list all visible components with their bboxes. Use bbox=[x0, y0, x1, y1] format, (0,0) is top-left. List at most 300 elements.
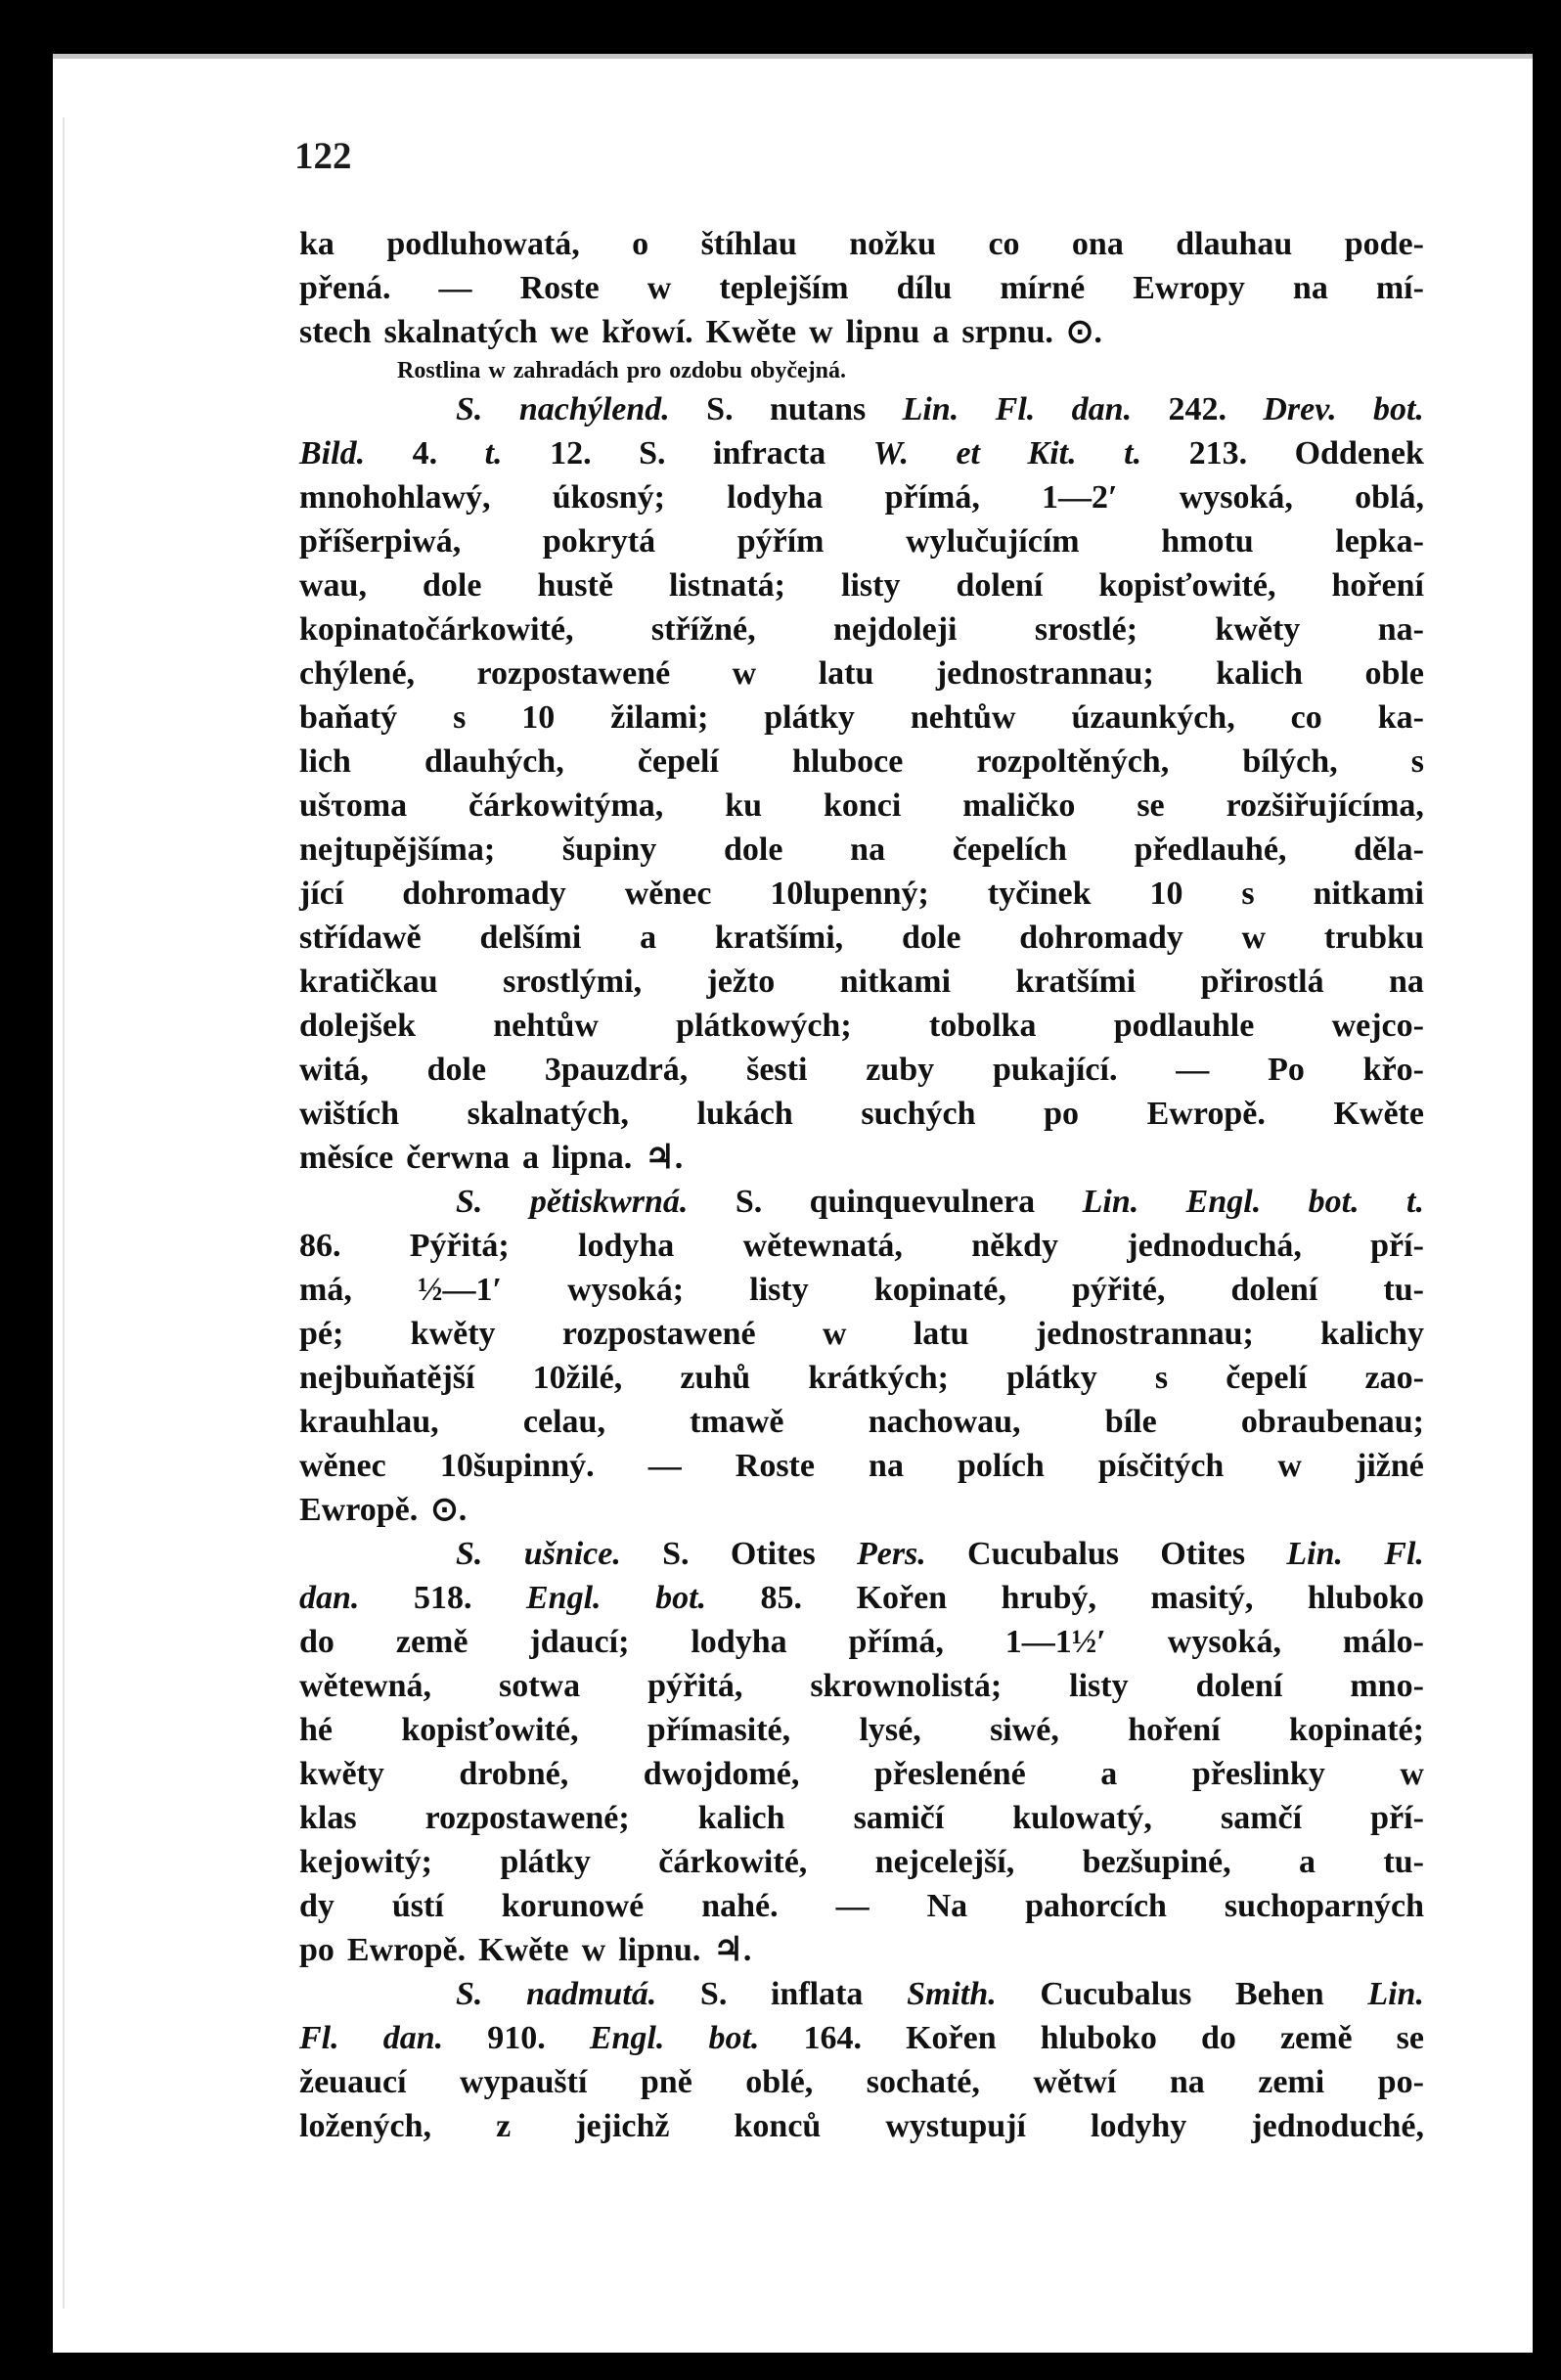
word: zao- bbox=[1364, 1360, 1424, 1396]
word: dole bbox=[423, 567, 482, 604]
word: rozpostawené; bbox=[424, 1800, 630, 1836]
word: má, bbox=[299, 1272, 352, 1308]
word: wylučujícím bbox=[906, 523, 1080, 560]
word: w bbox=[1400, 1756, 1424, 1792]
text-line bbox=[299, 1312, 1424, 1356]
word: Fl. bbox=[995, 391, 1036, 427]
word: ku bbox=[725, 787, 763, 824]
word: nehtůw bbox=[910, 699, 1016, 736]
word: ježto bbox=[706, 964, 776, 1000]
word: přená. bbox=[299, 270, 391, 306]
word: a bbox=[1299, 1844, 1316, 1880]
word: hustě bbox=[537, 567, 613, 604]
word: tobolka bbox=[928, 1008, 1037, 1044]
word: pětiskwrná. bbox=[529, 1184, 689, 1220]
word: nachýlend. bbox=[518, 391, 670, 427]
word: Ewropě. bbox=[346, 1932, 467, 1968]
word: listy bbox=[749, 1272, 809, 1308]
word: pahorcích bbox=[1025, 1888, 1167, 1924]
word: měsíce bbox=[299, 1140, 394, 1176]
text-line bbox=[299, 222, 1424, 266]
word: ona bbox=[1071, 226, 1124, 262]
word: maličko bbox=[962, 787, 1076, 824]
word: chýlené, bbox=[299, 655, 416, 692]
word: wěnec bbox=[624, 876, 712, 912]
text-line bbox=[299, 1796, 1424, 1840]
word: Ewropě. bbox=[1146, 1096, 1266, 1132]
text-line bbox=[299, 1664, 1424, 1708]
word: jednoduché, bbox=[1251, 2108, 1424, 2144]
word: konců bbox=[734, 2108, 822, 2144]
word: bot. bbox=[1372, 391, 1424, 427]
word: 213. bbox=[1188, 435, 1248, 472]
word: jejichž bbox=[575, 2108, 670, 2144]
word: wětewnatá, bbox=[742, 1228, 903, 1264]
word: S. bbox=[639, 435, 666, 472]
word: polích bbox=[958, 1448, 1045, 1484]
word: kwěty bbox=[299, 1756, 384, 1792]
word: S. bbox=[456, 1536, 483, 1572]
word: lodyha bbox=[578, 1228, 675, 1264]
word: t. bbox=[1406, 1184, 1424, 1220]
word: hluboko bbox=[1307, 1580, 1424, 1616]
text-line bbox=[299, 1620, 1424, 1664]
text-line bbox=[299, 1928, 1424, 1972]
text-line bbox=[299, 916, 1424, 960]
word: kulowatý, bbox=[1012, 1800, 1152, 1836]
word: rozpoltěných, bbox=[976, 743, 1170, 780]
word: 10žilé, bbox=[532, 1360, 623, 1396]
word: a bbox=[932, 314, 950, 350]
word: 10 bbox=[521, 699, 556, 736]
word: s bbox=[1410, 743, 1424, 780]
word: přímasité, bbox=[647, 1712, 791, 1748]
word: přímá, bbox=[848, 1624, 944, 1660]
word: Engl. bbox=[589, 2020, 665, 2056]
word: mírné bbox=[1000, 270, 1086, 306]
word: Ewropy bbox=[1133, 270, 1245, 306]
word: kalich bbox=[1216, 655, 1304, 692]
word: Engl. bbox=[525, 1580, 602, 1616]
word: S. bbox=[706, 391, 734, 427]
word: pýřité, bbox=[1072, 1272, 1166, 1308]
word: tmawě bbox=[690, 1404, 784, 1440]
word: skalnatých bbox=[383, 314, 538, 350]
word: dolení bbox=[956, 567, 1044, 604]
word: dan. bbox=[1071, 391, 1133, 427]
word: inflata bbox=[770, 1976, 864, 2012]
word: latu bbox=[818, 655, 874, 692]
word: přirostlá bbox=[1200, 964, 1324, 1000]
word: srpnu. bbox=[961, 314, 1053, 350]
word: kalichy bbox=[1320, 1316, 1424, 1352]
word: ka- bbox=[1377, 699, 1424, 736]
word: podlauhle bbox=[1113, 1008, 1255, 1044]
text-line bbox=[299, 431, 1424, 475]
word: na bbox=[1389, 964, 1424, 1000]
word: 242. bbox=[1168, 391, 1226, 427]
text-line bbox=[299, 1708, 1424, 1752]
word: lipna. bbox=[552, 1140, 633, 1176]
word: málo- bbox=[1342, 1624, 1424, 1660]
word: Lin. bbox=[1367, 1976, 1424, 2012]
word: Kwěte bbox=[478, 1932, 569, 1968]
word: ušnice. bbox=[523, 1536, 621, 1572]
word: hoření bbox=[1331, 567, 1424, 604]
word: Otites bbox=[730, 1536, 816, 1572]
word: siwé, bbox=[990, 1712, 1059, 1748]
word: bot. bbox=[655, 1580, 707, 1616]
word: listy bbox=[841, 567, 901, 604]
word: kopisťowité, bbox=[1098, 567, 1276, 604]
word: obraubenau; bbox=[1240, 1404, 1424, 1440]
word: bílých, bbox=[1242, 743, 1338, 780]
word: Lin. bbox=[1286, 1536, 1344, 1572]
word: s bbox=[1241, 876, 1255, 912]
word: 910. bbox=[487, 2020, 546, 2056]
text-line bbox=[299, 1488, 1424, 1532]
word: dole bbox=[426, 1052, 487, 1088]
word: ozdobu bbox=[669, 358, 742, 383]
text-line bbox=[299, 266, 1424, 310]
word: pé; bbox=[299, 1316, 344, 1352]
word: pokrytá bbox=[542, 523, 656, 560]
word: nejdoleji bbox=[832, 611, 958, 648]
text-line bbox=[299, 1576, 1424, 1620]
word: et bbox=[956, 435, 981, 472]
word: křo- bbox=[1362, 1052, 1424, 1088]
word: lodyha bbox=[691, 1624, 787, 1660]
word: Smith. bbox=[907, 1976, 997, 2012]
word: dolejšek bbox=[299, 1008, 416, 1044]
word: lysé, bbox=[859, 1712, 921, 1748]
word: wysoká; bbox=[567, 1272, 685, 1308]
word: lodyhy bbox=[1091, 2108, 1187, 2144]
word: lepka- bbox=[1335, 523, 1424, 560]
word: Rostlina bbox=[397, 358, 481, 383]
word: na bbox=[869, 1448, 904, 1484]
word: latu bbox=[913, 1316, 969, 1352]
word: ♃. bbox=[645, 1140, 684, 1176]
word: nehtůw bbox=[493, 1008, 599, 1044]
text-line bbox=[299, 1400, 1424, 1444]
word: s bbox=[453, 699, 467, 736]
word: dohromady bbox=[402, 876, 566, 912]
word: nitkami bbox=[839, 964, 952, 1000]
word: pří- bbox=[1370, 1228, 1424, 1264]
word: plátkowých; bbox=[676, 1008, 852, 1044]
word: bíle bbox=[1104, 1404, 1157, 1440]
word: — bbox=[835, 1888, 870, 1924]
word: Lin. bbox=[1082, 1184, 1139, 1220]
word: hmotu bbox=[1161, 523, 1254, 560]
word: tyčinek bbox=[987, 876, 1092, 912]
word: se bbox=[1137, 787, 1165, 824]
word: 12. bbox=[550, 435, 592, 472]
word: Kořen bbox=[856, 1580, 948, 1616]
word: t. bbox=[1124, 435, 1142, 472]
text-line bbox=[299, 651, 1424, 696]
word: hoření bbox=[1128, 1712, 1221, 1748]
word: kratšími bbox=[1015, 964, 1137, 1000]
text-line bbox=[299, 519, 1424, 563]
word: bot. bbox=[1308, 1184, 1360, 1220]
word: zemi bbox=[1258, 2064, 1325, 2100]
word: čerwna bbox=[406, 1140, 511, 1176]
word: nachowau, bbox=[868, 1404, 1021, 1440]
word: w bbox=[822, 1316, 847, 1352]
word: střídawě bbox=[299, 920, 422, 956]
word: sotwa bbox=[499, 1668, 581, 1704]
word: písčitých bbox=[1097, 1448, 1225, 1484]
word: W. bbox=[872, 435, 909, 472]
word: wypauští bbox=[460, 2064, 588, 2100]
word: obyčejná. bbox=[749, 358, 846, 383]
word: kejowitý; bbox=[299, 1844, 432, 1880]
word: wištích bbox=[299, 1096, 399, 1132]
word: bot. bbox=[708, 2020, 760, 2056]
word: 4. bbox=[412, 435, 438, 472]
word: w bbox=[732, 655, 757, 692]
word: korunowé bbox=[501, 1888, 645, 1924]
word: S. bbox=[456, 1184, 483, 1220]
text-line bbox=[299, 607, 1424, 651]
word: zuby bbox=[866, 1052, 935, 1088]
word: samčí bbox=[1220, 1800, 1303, 1836]
word: úkosný; bbox=[552, 479, 665, 516]
word: teplejším bbox=[719, 270, 849, 306]
word: co bbox=[988, 226, 1020, 262]
text-line bbox=[299, 1840, 1424, 1884]
word: pode- bbox=[1344, 226, 1424, 262]
word: ka bbox=[299, 226, 334, 262]
word: S. bbox=[456, 391, 483, 427]
word: plátky bbox=[764, 699, 855, 736]
word: krauhlau, bbox=[299, 1404, 439, 1440]
word: o bbox=[632, 226, 649, 262]
word: dílu bbox=[896, 270, 953, 306]
word: Behen bbox=[1235, 1976, 1324, 2012]
word: pně bbox=[640, 2064, 692, 2100]
word: 86. bbox=[299, 1228, 341, 1264]
word: nitkami bbox=[1313, 876, 1424, 912]
word: čárkowitýma, bbox=[468, 787, 664, 824]
word: srostlými, bbox=[503, 964, 643, 1000]
word: wejco- bbox=[1331, 1008, 1424, 1044]
word: jednoduchá, bbox=[1127, 1228, 1302, 1264]
word: jdaucí; bbox=[529, 1624, 630, 1660]
word: 85. bbox=[760, 1580, 803, 1616]
text-line bbox=[299, 784, 1424, 828]
text-line bbox=[299, 1356, 1424, 1400]
word: do bbox=[1200, 2020, 1236, 2056]
word: we bbox=[550, 314, 590, 350]
word: kratičkau bbox=[299, 964, 438, 1000]
text-line bbox=[299, 1004, 1424, 1048]
word: jednostrannau; bbox=[935, 655, 1154, 692]
word: t. bbox=[484, 435, 503, 472]
word: střížné, bbox=[650, 611, 756, 648]
word: Lin. bbox=[902, 391, 959, 427]
page-fold-line bbox=[63, 117, 65, 2309]
word: witá, bbox=[299, 1052, 369, 1088]
word: Otites bbox=[1160, 1536, 1246, 1572]
word: a bbox=[522, 1140, 540, 1176]
word: kwěty bbox=[410, 1316, 496, 1352]
word: Roste bbox=[519, 270, 600, 306]
word: kopisťowité, bbox=[401, 1712, 579, 1748]
word: se bbox=[1396, 2020, 1424, 2056]
word: w bbox=[1241, 920, 1267, 956]
body-text bbox=[299, 222, 1424, 2148]
word: klas bbox=[299, 1800, 357, 1836]
word: křowí. bbox=[602, 314, 693, 350]
word: baňatý bbox=[299, 699, 398, 736]
word: suchoparných bbox=[1224, 1888, 1424, 1924]
word: země bbox=[1279, 2020, 1353, 2056]
word: w bbox=[581, 1932, 606, 1968]
word: wau, bbox=[299, 567, 367, 604]
word: Engl. bbox=[1185, 1184, 1262, 1220]
text-line bbox=[299, 1532, 1424, 1576]
word: po bbox=[299, 1932, 334, 1968]
text-line bbox=[299, 2060, 1424, 2104]
word: pro bbox=[626, 358, 662, 383]
text-line bbox=[299, 1444, 1424, 1488]
word: S. bbox=[662, 1536, 690, 1572]
text-line bbox=[299, 1972, 1424, 2016]
word: w bbox=[1277, 1448, 1302, 1484]
word: přeslinky bbox=[1191, 1756, 1325, 1792]
word: mí- bbox=[1375, 270, 1424, 306]
word: dy bbox=[299, 1888, 334, 1924]
word: nejcelejší, bbox=[874, 1844, 1015, 1880]
word: Cucubalus bbox=[967, 1536, 1120, 1572]
word: na- bbox=[1377, 611, 1424, 648]
word: bezšupiné, bbox=[1082, 1844, 1231, 1880]
word: Pýřitá; bbox=[409, 1228, 510, 1264]
word: lukách bbox=[696, 1096, 793, 1132]
word: nadmutá. bbox=[526, 1976, 657, 2012]
word: S. bbox=[456, 1976, 483, 2012]
word: Na bbox=[926, 1888, 968, 1924]
word: ⊙. bbox=[1065, 314, 1102, 350]
text-line bbox=[299, 872, 1424, 916]
text-line bbox=[299, 1092, 1424, 1136]
word: ústí bbox=[391, 1888, 444, 1924]
word: 518. bbox=[413, 1580, 472, 1616]
word: zahradách bbox=[513, 358, 619, 383]
text-line bbox=[299, 1180, 1424, 1224]
word: konci bbox=[823, 787, 902, 824]
text-line bbox=[299, 1224, 1424, 1268]
word: Cucubalus bbox=[1040, 1976, 1192, 2012]
word: Oddenek bbox=[1294, 435, 1424, 472]
word: země bbox=[395, 1624, 468, 1660]
word: plátky bbox=[1006, 1360, 1097, 1396]
word: lipnu bbox=[845, 314, 920, 350]
word: dole bbox=[724, 831, 783, 868]
word: kalich bbox=[697, 1800, 785, 1836]
word: Roste bbox=[735, 1448, 815, 1484]
word: hluboko bbox=[1040, 2020, 1157, 2056]
word: Fl. bbox=[299, 2020, 339, 2056]
word: na bbox=[850, 831, 886, 868]
page-number: 122 bbox=[294, 135, 352, 177]
word: kratšími, bbox=[714, 920, 844, 956]
word: mno- bbox=[1350, 1668, 1424, 1704]
word: čárkowité, bbox=[658, 1844, 808, 1880]
word: delšími bbox=[479, 920, 582, 956]
word: ložených, bbox=[299, 2108, 432, 2144]
word: Bild. bbox=[299, 435, 366, 472]
word: pukající. bbox=[992, 1052, 1118, 1088]
word: dan. bbox=[382, 2020, 444, 2056]
word: 1—2′ bbox=[1042, 479, 1118, 516]
text-line bbox=[299, 1048, 1424, 1092]
word: po- bbox=[1377, 2064, 1424, 2100]
word: rozpostawené bbox=[476, 655, 671, 692]
text-line bbox=[299, 960, 1424, 1004]
word: čepelí bbox=[637, 743, 719, 780]
word: do bbox=[299, 1624, 334, 1660]
word: a bbox=[640, 920, 657, 956]
word: oblá, bbox=[1355, 479, 1424, 516]
word: wětwí bbox=[1033, 2064, 1117, 2100]
word: šesti bbox=[746, 1052, 808, 1088]
word: lipnu. bbox=[618, 1932, 701, 1968]
text-line bbox=[299, 1752, 1424, 1796]
word: listy bbox=[1069, 1668, 1129, 1704]
word: nejtupějšíma; bbox=[299, 831, 496, 868]
word: drobné, bbox=[459, 1756, 569, 1792]
word: nahé. bbox=[701, 1888, 779, 1924]
word: wystupují bbox=[885, 2108, 1026, 2144]
word: dlauhých, bbox=[424, 743, 564, 780]
word: 10lupenný; bbox=[770, 876, 929, 912]
word: kopinaté, bbox=[873, 1272, 1006, 1308]
word: s bbox=[1154, 1360, 1169, 1396]
word: — bbox=[647, 1448, 682, 1484]
word: skalnatých, bbox=[467, 1096, 629, 1132]
word: úzaunkých, bbox=[1071, 699, 1235, 736]
text-line bbox=[299, 387, 1424, 431]
text-line bbox=[299, 1884, 1424, 1928]
text-line bbox=[299, 475, 1424, 519]
word: S. bbox=[735, 1184, 763, 1220]
word: Pers. bbox=[856, 1536, 926, 1572]
word: ½—1′ bbox=[417, 1272, 502, 1308]
word: jící bbox=[299, 876, 344, 912]
word: celau, bbox=[522, 1404, 605, 1440]
word: zuhů bbox=[680, 1360, 751, 1396]
word: co bbox=[1290, 699, 1322, 736]
word: dohromady bbox=[1019, 920, 1183, 956]
word: dwojdomé, bbox=[643, 1756, 800, 1792]
word: wysoká, bbox=[1179, 479, 1293, 516]
word: plátky bbox=[500, 1844, 591, 1880]
word: 3pauzdrá, bbox=[544, 1052, 689, 1088]
word: dolení bbox=[1195, 1668, 1283, 1704]
word: a bbox=[1100, 1756, 1118, 1792]
text-line bbox=[299, 740, 1424, 784]
text-line bbox=[299, 1136, 1424, 1180]
word: hluboce bbox=[792, 743, 904, 780]
word: nejbuňatější bbox=[299, 1360, 475, 1396]
word: dole bbox=[901, 920, 961, 956]
text-line bbox=[299, 696, 1424, 740]
word: krátkých; bbox=[808, 1360, 949, 1396]
